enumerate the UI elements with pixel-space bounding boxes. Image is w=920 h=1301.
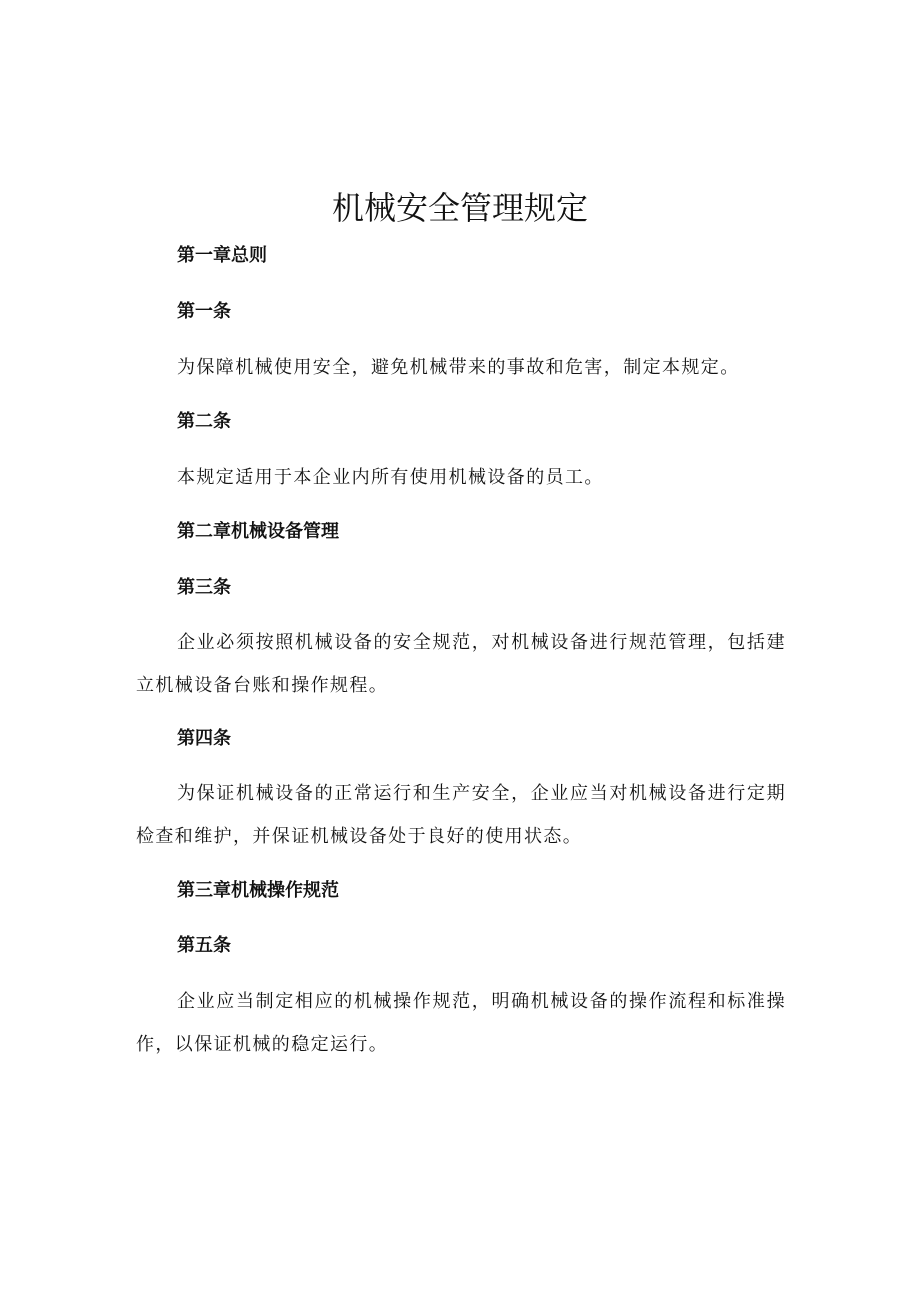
article-3-heading: 第三条 [177, 577, 231, 598]
document-title: 机械安全管理规定 [331, 189, 588, 227]
article-5-heading: 第五条 [177, 935, 231, 956]
article-4-heading: 第四条 [177, 728, 231, 749]
article-2-heading: 第二条 [177, 411, 231, 432]
chapter-1-heading: 第一章总则 [177, 245, 267, 266]
article-1-heading: 第一条 [177, 301, 231, 322]
chapter-3-heading: 第三章机械操作规范 [177, 880, 339, 901]
chapter-2-heading: 第二章机械设备管理 [177, 521, 339, 542]
article-4-text: 为保证机械设备的正常运行和生产安全，企业应当对机械设备进行定期检查和维护，并保证机械设备处于良好的使用状态。 [136, 783, 786, 847]
article-2-text: 本规定适用于本企业内所有使用机械设备的员工。 [177, 467, 604, 488]
article-3-text: 企业必须按照机械设备的安全规范，对机械设备进行规范管理，包括建立机械设备台账和操作规程。 [136, 632, 786, 696]
article-1-text: 为保障机械使用安全，避免机械带来的事故和危害，制定本规定。 [177, 357, 740, 378]
article-5-text: 企业应当制定相应的机械操作规范，明确机械设备的操作流程和标准操作，以保证机械的稳定运行。 [136, 991, 786, 1055]
